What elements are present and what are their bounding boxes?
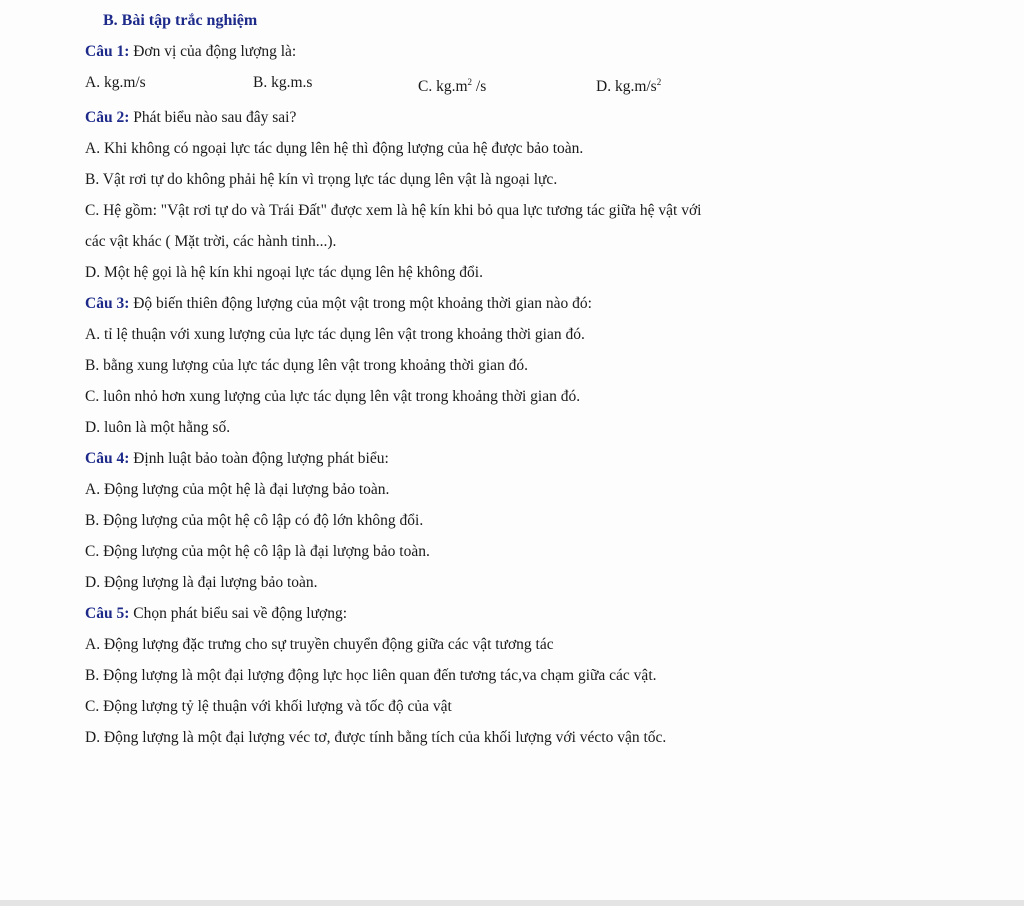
option-c: C. Động lượng của một hệ cô lập là đại lượng bảo toàn.	[85, 543, 430, 560]
option-b: B. kg.m.s	[253, 74, 313, 91]
option-c: C. luôn nhỏ hơn xung lượng của lực tác dụng lên vật trong khoảng thời gian đó.	[85, 388, 581, 405]
question-1	[85, 36, 985, 67]
question-text: Định luật bảo toàn động lượng phát biểu:	[129, 450, 389, 467]
question-4	[85, 443, 985, 474]
option-b: B. Vật rơi tự do không phải hệ kín vì trọng lực tác dụng lên vật là ngoại lực.	[85, 171, 558, 188]
option-b: B. Động lượng là một đại lượng động lực học liên quan đến tương tác,va chạm giữa các vật.	[85, 667, 657, 684]
option-d: D. $kg.m/s^2$	[596, 77, 662, 95]
option-a: A. Động lượng của một hệ là đại lượng bảo toàn.	[85, 481, 390, 498]
option-c: C. $kg.m^2$ /s	[418, 77, 487, 95]
document-content	[85, 6, 985, 753]
option-a: A. Khi không có ngoại lực tác dụng lên hệ thì động lượng của hệ được bảo toàn.	[85, 140, 584, 157]
question-label: Câu 3:	[85, 295, 130, 312]
question-3	[85, 288, 985, 319]
option-c-continued: các vật khác ( Mặt trời, các hành tinh...).	[85, 233, 337, 250]
page-bottom-divider	[0, 900, 1024, 906]
option-c: C. Hệ gồm: "Vật rơi tự do và Trái Đất" được xem là hệ kín khi bỏ qua lực tương tác giữa hệ vật với	[85, 202, 702, 219]
question-text: Chọn phát biểu sai về động lượng:	[129, 605, 348, 622]
option-a: A. tỉ lệ thuận với xung lượng của lực tác dụng lên vật trong khoảng thời gian đó.	[85, 326, 585, 343]
question-text: Đơn vị của động lượng là:	[129, 43, 297, 60]
option-d: D. Động lượng là một đại lượng véc tơ, được tính bằng tích của khối lượng với vécto vận tốc.	[85, 729, 667, 746]
question-label: Câu 2:	[85, 109, 130, 126]
question-2	[85, 102, 985, 133]
option-d: D. luôn là một hằng số.	[85, 419, 231, 436]
option-a: A. kg.m/s	[85, 74, 146, 91]
question-text: Phát biểu nào sau đây sai?	[129, 109, 297, 126]
question-text: Độ biến thiên động lượng của một vật trong một khoảng thời gian nào đó:	[129, 295, 592, 312]
question-5	[85, 598, 985, 629]
option-a: A. Động lượng đặc trưng cho sự truyền chuyển động giữa các vật tương tác	[85, 636, 554, 653]
question-label: Câu 1:	[85, 43, 130, 60]
question-1-options	[85, 67, 985, 102]
option-d: D. Động lượng là đại lượng bảo toàn.	[85, 574, 318, 591]
question-label: Câu 5:	[85, 605, 130, 622]
section-title: B. Bài tập trắc nghiệm	[103, 12, 258, 29]
question-label: Câu 4:	[85, 450, 130, 467]
option-c: C. Động lượng tỷ lệ thuận với khối lượng và tốc độ của vật	[85, 698, 452, 715]
option-d: D. Một hệ gọi là hệ kín khi ngoại lực tác dụng lên hệ không đổi.	[85, 264, 483, 281]
option-b: B. bằng xung lượng của lực tác dụng lên vật trong khoảng thời gian đó.	[85, 357, 528, 374]
option-b: B. Động lượng của một hệ cô lập có độ lớn không đổi.	[85, 512, 424, 529]
